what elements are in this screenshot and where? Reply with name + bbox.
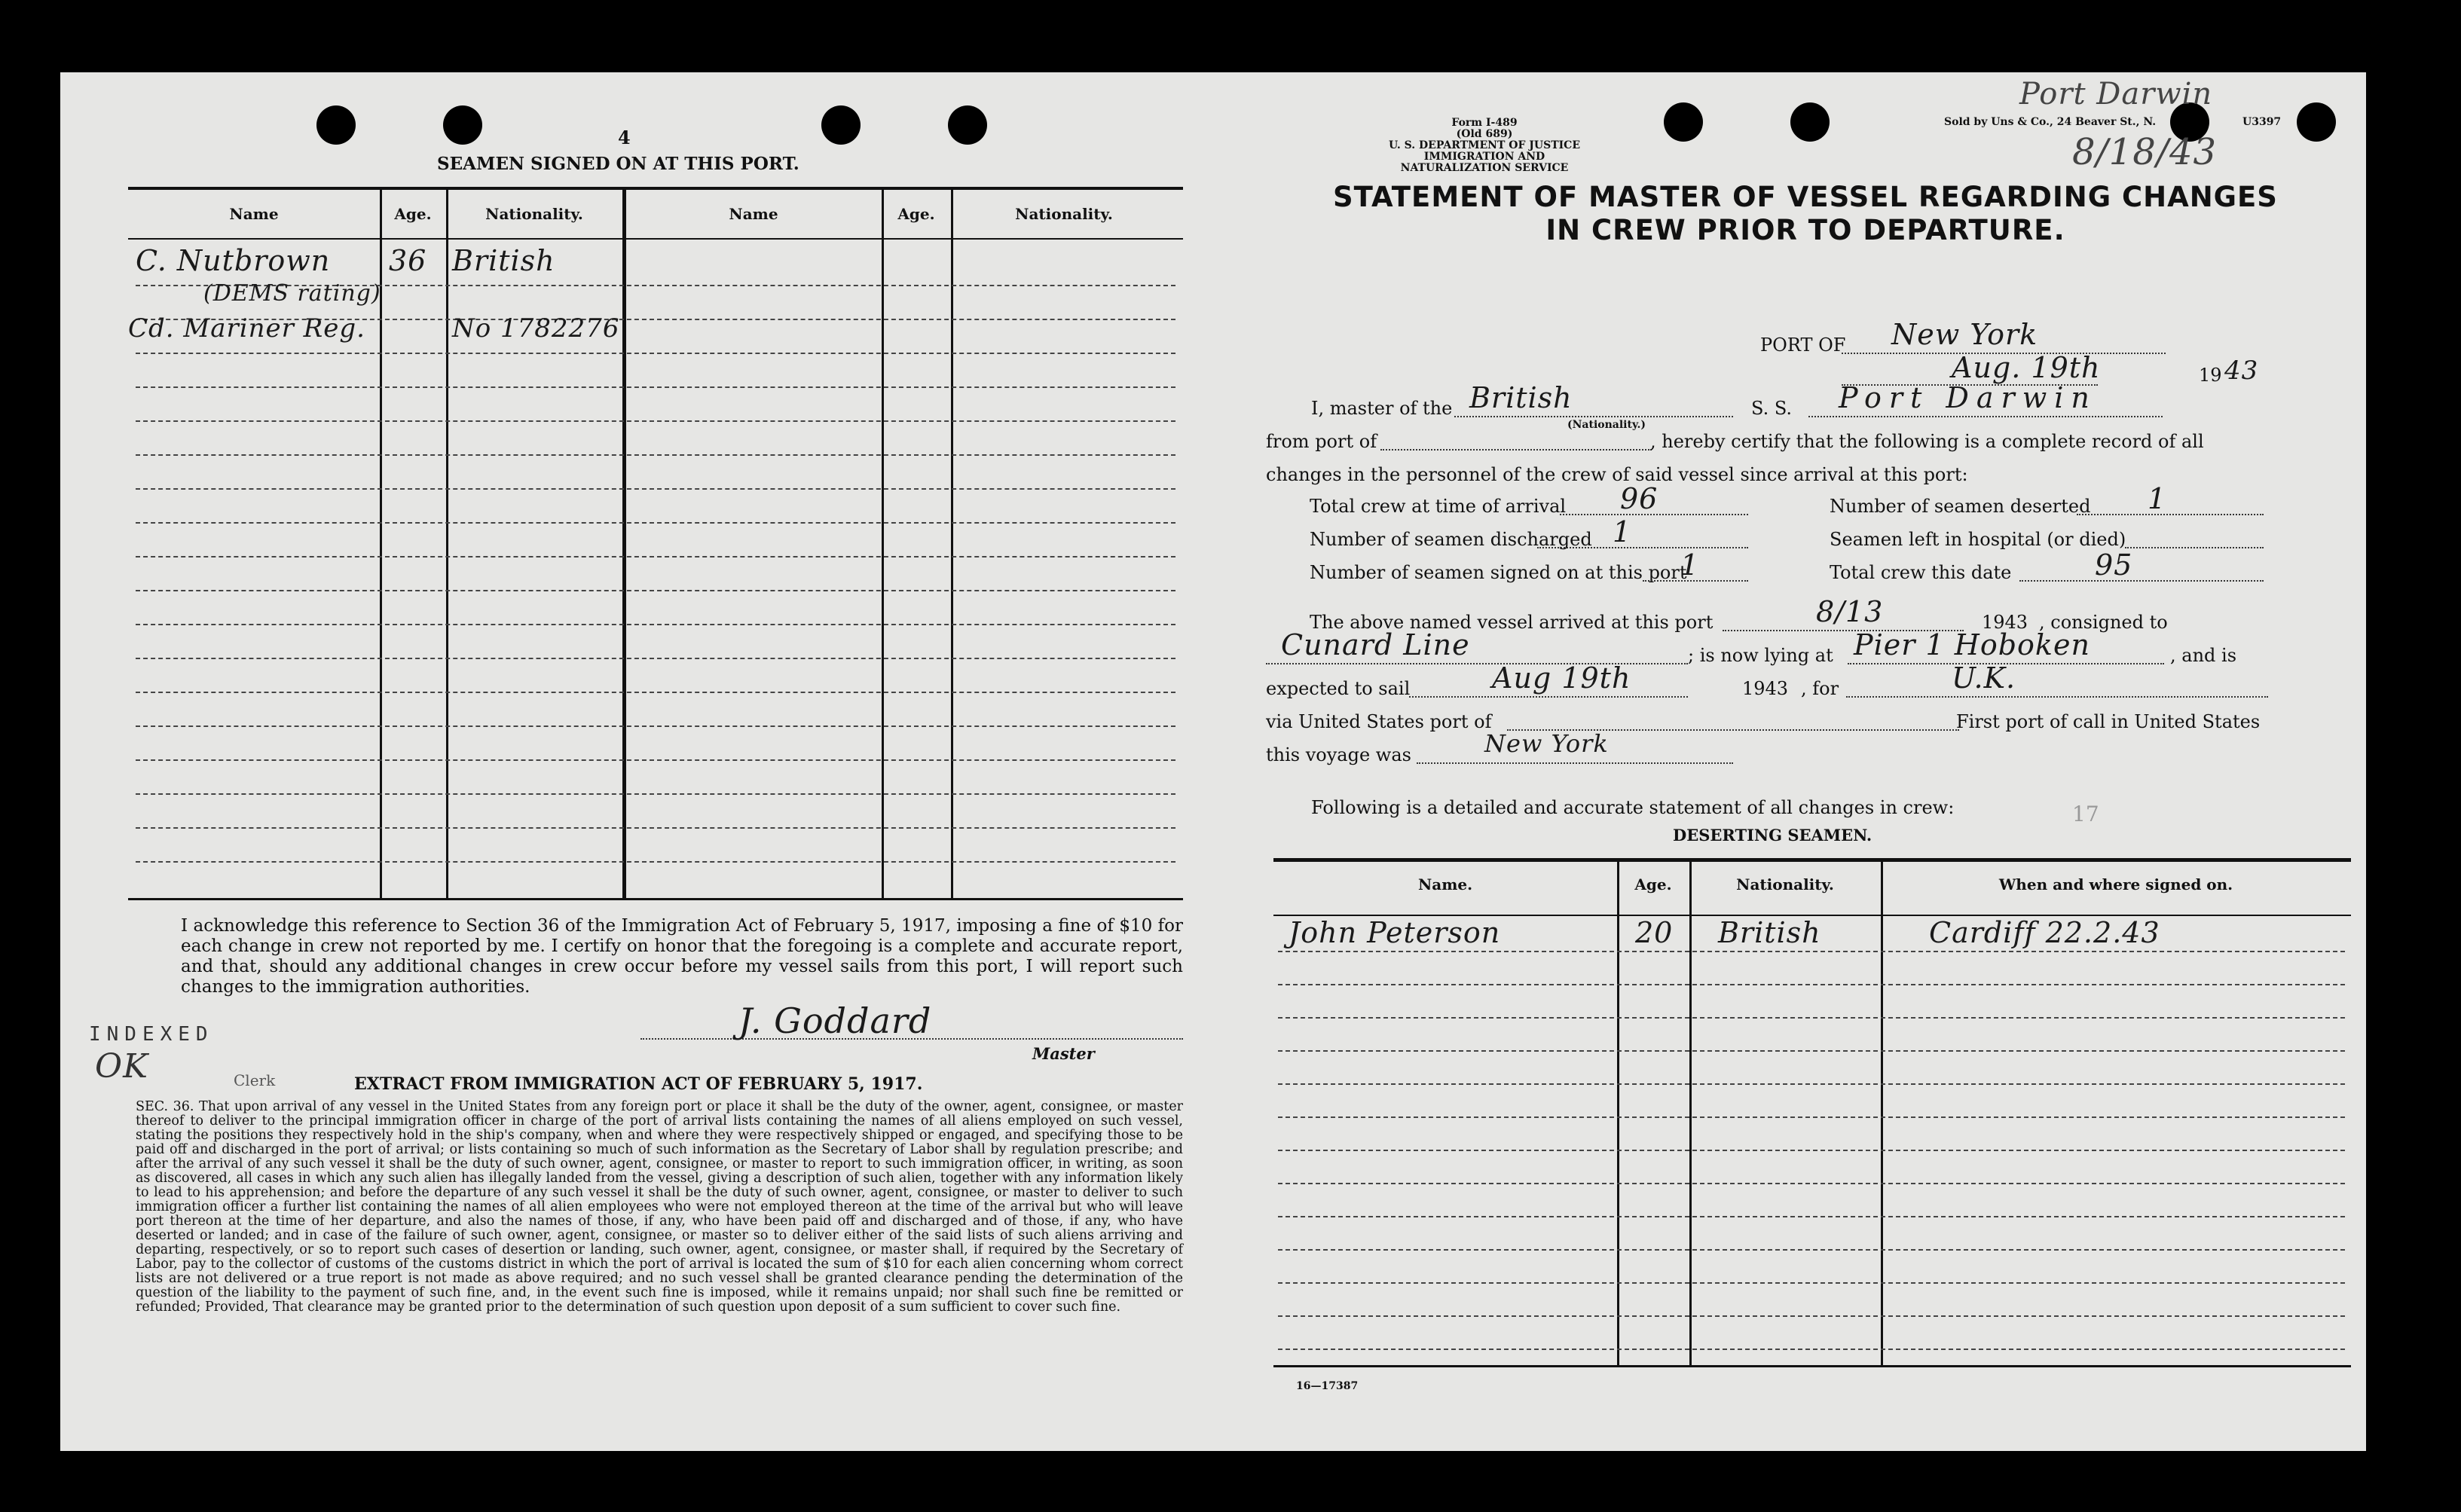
entry-nationality: No 1782276	[452, 313, 620, 344]
column-header-age: Age.	[394, 205, 432, 223]
expected-year: 1943	[1742, 678, 1789, 699]
column-divider	[622, 187, 626, 898]
total-crew-arrival-value: 96	[1620, 482, 1658, 515]
form-number: Form I-489	[1451, 117, 1518, 129]
table-row	[136, 590, 1175, 591]
punch-hole	[821, 105, 861, 145]
arrived-year: 1943	[1982, 612, 2028, 633]
form-old-number: (Old 689)	[1456, 128, 1513, 140]
deserted-label: Number of seamen deserted	[1830, 496, 2091, 517]
discharged-value: 1	[1613, 515, 1632, 548]
voyage-line	[1417, 762, 1733, 764]
table-row	[136, 522, 1175, 524]
for-value: U.K.	[1952, 661, 2016, 695]
table-row	[1278, 1249, 2345, 1251]
expected-value: Aug 19th	[1492, 661, 1631, 695]
hospital-label: Seamen left in hospital (or died)	[1830, 529, 2126, 550]
ss-label: S. S.	[1751, 398, 1793, 419]
deserter-signed-on: Cardiff 22.2.43	[1929, 916, 2160, 949]
table-top-rule	[128, 187, 1183, 190]
column-header-nationality: Nationality.	[485, 205, 583, 223]
deserter-age: 20	[1635, 916, 1674, 949]
table-header-rule	[128, 238, 1183, 240]
expected-line	[1409, 696, 1688, 698]
consigned-label: , consigned to	[2039, 612, 2168, 633]
table-row	[136, 454, 1175, 456]
table-row	[136, 488, 1175, 490]
table-row	[136, 861, 1175, 863]
column-divider	[1689, 858, 1692, 1365]
nationality-line	[1454, 416, 1733, 417]
column-header-name: Name	[229, 205, 279, 223]
total-crew-date-label: Total crew this date	[1830, 562, 2012, 583]
signed-on-label: Number of seamen signed on at this port	[1310, 562, 1687, 583]
document-title: STATEMENT OF MASTER OF VESSEL REGARDING CHANGES	[1333, 181, 2278, 213]
extract-text: SEC. 36. That upon arrival of any vessel in the United States from any foreign port or place it shall be the duty of the owner, agent, consignee, or master thereof to deliver to the principal immigration officer in charge of the port of arrival lists containing the names of all aliens employed on such vessel, stating the positions they respectively hold in the ship's company, when and where they were respectively shipped or engaged, and specifying those to be paid off and discharged in the port of arrival; or lists containing so much of such information as the Secretary of Labor shall by regulation prescribe; and after the arrival of any such vessel it shall be the duty of such owner, agent, consignee, or master to report to such immigration officer, in writing, as soon as discovered, all cases in which any such alien has illegally landed from the vessel, giving a description of such alien, together with any information likely to lead to his apprehension; and before the departure of any such vessel it shall be the duty of such owner, agent, consignee, or master to deliver to such immigration officer a further list containing the names of all alien employees who were not employed thereon at the time of the arrival but who will leave port thereon at the time of her departure, and also the names of those, if any, who have been paid off and discharged and of those, if any, who have deserted or landed; and in case of the failure of such owner, agent, consignee, or master so to deliver either of the said lists of such aliens arriving and departing, respectively, or so to report such cases of desertion or landing, such owner, agent, consignee, or master shall, if required by the Secretary of Labor, pay to the collector of customs of the customs district in which the port of arrival is located the sum of $10 for each alien concerning whom correct lists are not delivered or a true report is not made as above required; and no such vessel shall be granted clearance pending the determination of the question of the liability to the payment of such fine, and, in the event such fine is imposed, while it remains unpaid; nor shall such fine be remitted or refunded; Provided, That clearance may be granted prior to the determination of such question upon deposit of a sum sufficient to cover such fine.	[136, 1099, 1183, 1315]
table-row	[136, 420, 1175, 422]
left-page	[60, 72, 1191, 1451]
following-text: Following is a detailed and accurate statement of all changes in crew:	[1311, 797, 1955, 818]
port-of-label: PORT OF	[1760, 334, 1846, 356]
ship-name-line	[1808, 416, 2163, 417]
date-year: 43	[2224, 356, 2259, 386]
punch-hole	[1664, 102, 1703, 142]
column-divider	[951, 187, 953, 898]
lying-value: Pier 1 Hoboken	[1854, 628, 2090, 661]
acknowledgement-text: I acknowledge this reference to Section 36 of the Immigration Act of February 5, 1917, imposing a fine of $10 for each change in crew not reported by me. I certify on honor that the foregoing is a complete and accurate report, and that, should any additional changes in crew occur before my vessel sails from this port, I will report such changes to the immigration authorities.	[181, 916, 1183, 997]
total-crew-date-line	[2019, 580, 2264, 582]
column-header-nationality: Nationality.	[1736, 875, 1834, 893]
hospital-line	[2125, 547, 2264, 548]
table-row	[1278, 1183, 2345, 1184]
total-crew-date-value: 95	[2095, 548, 2133, 582]
table-row	[136, 353, 1175, 354]
from-port-label: from port of	[1266, 431, 1377, 452]
for-line	[1846, 696, 2268, 698]
service-name: IMMIGRATION AND NATURALIZATION SERVICE	[1400, 151, 1569, 174]
table-row	[1278, 984, 2345, 985]
table-row	[136, 386, 1175, 388]
table-row	[1278, 1282, 2345, 1284]
master-of-label: I, master of the	[1311, 398, 1453, 419]
punch-hole	[1790, 102, 1830, 142]
table-row	[1278, 1216, 2345, 1217]
first-port-label: First port of call in United States	[1956, 711, 2261, 732]
margin-number: 17	[2072, 802, 2099, 826]
from-port-line	[1380, 449, 1652, 451]
table-row	[136, 658, 1175, 659]
indexed-stamp: INDEXED	[89, 1023, 214, 1046]
extract-title: EXTRACT FROM IMMIGRATION ACT OF FEBRUARY 5, 1917.	[354, 1074, 923, 1094]
voyage-value: New York	[1484, 729, 1609, 758]
form-footer-code: 16—17387	[1296, 1380, 1359, 1392]
entry-name: (DEMS rating)	[203, 280, 381, 307]
page-number: 4	[618, 127, 631, 148]
punch-hole	[2297, 102, 2336, 142]
arrived-value: 8/13	[1816, 595, 1884, 628]
arrived-label: The above named vessel arrived at this port	[1310, 612, 1714, 633]
column-divider	[882, 187, 884, 898]
ship-name-value: Port Darwin	[1839, 381, 2097, 414]
deserting-heading: DESERTING SEAMEN.	[1673, 826, 1872, 845]
table-top-rule	[1273, 858, 2351, 862]
department-name: U. S. DEPARTMENT OF JUSTICE	[1388, 139, 1580, 151]
column-header-signed-on: When and where signed on.	[1998, 875, 2233, 893]
entry-age: 36	[389, 244, 427, 277]
column-divider	[446, 187, 448, 898]
column-header-age: Age.	[897, 205, 935, 223]
left-heading: SEAMEN SIGNED ON AT THIS PORT.	[437, 154, 799, 174]
changes-text: changes in the personnel of the crew of said vessel since arrival at this port:	[1266, 464, 1968, 485]
table-bottom-rule	[128, 898, 1183, 900]
discharged-label: Number of seamen discharged	[1310, 529, 1592, 550]
form-header	[1371, 118, 1597, 174]
table-row	[136, 556, 1175, 557]
lying-label: ; is now lying at	[1688, 645, 1833, 666]
total-crew-arrival-label: Total crew at time of arrival	[1310, 496, 1567, 517]
table-row	[1278, 1349, 2345, 1350]
discharged-line	[1537, 547, 1748, 548]
table-row	[136, 827, 1175, 829]
table-row	[1278, 1083, 2345, 1085]
table-row	[1278, 1150, 2345, 1151]
port-of-value: New York	[1891, 318, 2038, 351]
deserter-nationality: British	[1718, 916, 1821, 949]
column-header-age: Age.	[1634, 875, 1672, 893]
signed-on-value: 1	[1680, 548, 1700, 582]
master-signature: J. Goddard	[738, 1000, 932, 1041]
vessel-nationality-value: British	[1469, 381, 1573, 414]
table-row	[1278, 951, 2345, 952]
seller-code: U3397	[2242, 116, 2282, 128]
entry-name: C. Nutbrown	[136, 244, 331, 277]
table-row	[136, 624, 1175, 625]
punch-hole	[316, 105, 356, 145]
consignee-value: Cunard Line	[1281, 628, 1470, 661]
expected-label: expected to sail	[1266, 678, 1411, 699]
master-label: Master	[1032, 1044, 1095, 1063]
deserted-value: 1	[2148, 482, 2167, 515]
table-row	[136, 793, 1175, 795]
table-row	[1278, 1116, 2345, 1118]
deserter-name: John Peterson	[1289, 916, 1501, 949]
punch-hole	[948, 105, 987, 145]
column-header-nationality: Nationality.	[1015, 205, 1113, 223]
table-row	[136, 759, 1175, 761]
and-is-label: , and is	[2170, 645, 2237, 666]
via-label: via United States port of	[1266, 711, 1492, 732]
table-row	[1278, 1315, 2345, 1317]
table-row	[1278, 1017, 2345, 1019]
document-subtitle: IN CREW PRIOR TO DEPARTURE.	[1545, 214, 2065, 246]
nationality-caption: (Nationality.)	[1567, 419, 1646, 431]
seller-imprint: Sold by Uns & Co., 24 Beaver St., N.	[1944, 116, 2157, 128]
handwritten-date-note: 8/18/43	[2072, 131, 2218, 173]
date-value: Aug. 19th	[1952, 351, 2101, 384]
table-row	[1278, 1050, 2345, 1052]
punch-hole	[443, 105, 482, 145]
column-header-name: Name.	[1417, 875, 1473, 893]
for-label: , for	[1801, 678, 1839, 699]
date-year-prefix: 19	[2199, 365, 2222, 386]
stamp-clerk: Clerk	[234, 1071, 276, 1089]
voyage-label: this voyage was	[1266, 744, 1411, 765]
certify-text: , hereby certify that the following is a complete record of all	[1650, 431, 2204, 452]
stamp-initials: OK	[95, 1047, 148, 1086]
deserted-line	[2077, 514, 2264, 515]
entry-nationality: British	[452, 244, 555, 277]
handwritten-ship-note: Port Darwin	[2019, 77, 2213, 111]
right-page	[1191, 72, 2366, 1451]
column-divider	[1617, 858, 1619, 1365]
column-divider	[1881, 858, 1883, 1365]
entry-name: Cd. Mariner Reg.	[128, 313, 365, 344]
table-bottom-rule	[1273, 1365, 2351, 1367]
column-header-name: Name	[729, 205, 778, 223]
table-row	[136, 725, 1175, 727]
table-row	[136, 692, 1175, 693]
